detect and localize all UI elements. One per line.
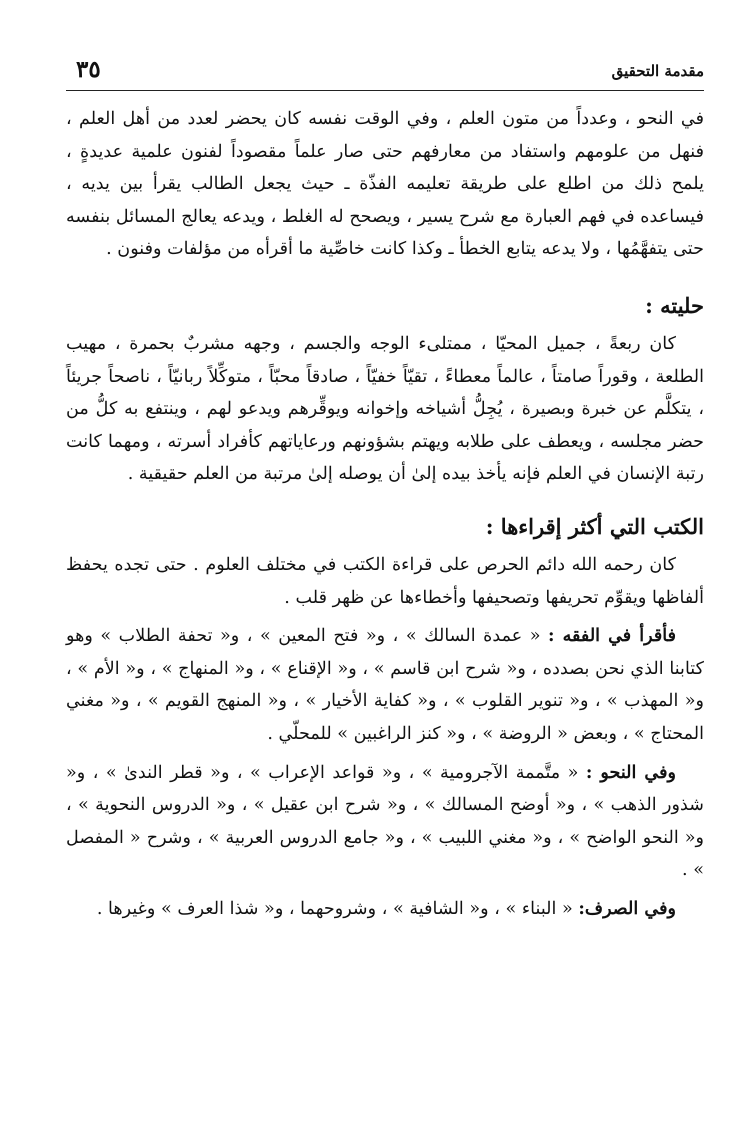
page-number: ٣٥ — [76, 56, 101, 83]
running-header — [66, 54, 704, 91]
sarf-lead: وفي الصرف: — [578, 897, 676, 919]
fiqh-paragraph — [66, 620, 704, 750]
sarf-paragraph — [66, 893, 704, 926]
fiqh-lead: فأقرأ في الفقه : — [548, 625, 676, 647]
nahw-books-list: « متَّممة الآجرومية » ، و« قواعد الإعراب » ، و« قطر الندىٰ » ، و« شذور الذهب » ، و« أوضح المسالك » ، و« شرح ابن عقيل » ، و« الدروس النحوية » ، و« النحو الواضح » ، و« مغني اللبيب » ، و« جامع الدروس العربية » ، وشرح « المفصل » . — [66, 762, 704, 881]
fiqh-books-list: « عمدة السالك » ، و« فتح المعين » ، و« تحفة الطلاب » وهو كتابنا الذي نحن بصدده ، و« شرح ابن قاسم » ، و« الإقناع » ، و« المنهاج » ، و« الأم » ، و« المهذب » ، و« تنوير القلوب » ، و« كفاية الأخيار » ، و« المنهج القويم » ، و« مغني المحتاج » ، وبعض « الروضة » ، و« كنز الراغبين » للمحلّي . — [66, 626, 704, 744]
book-page — [66, 54, 704, 1094]
appearance-paragraph: كان ربعةً ، جميل المحيّا ، ممتلىء الوجه والجسم ، وجهه مشربٌ بحمرة ، مهيب الطلعة ، وقوراً صامتاً ، عالماً معطاءً ، تقيّاً خفيّاً ، صادقاً محبّاً ، متوكِّلاً ربانيّاً ، ناصحاً جريئاً ، يتكلَّم عن خبرة وبصيرة ، يُجِلُّ أشياخه وإخوانه ويوقِّرهم ويدعو لهم ، وينتفع به كلُّ من حضر مجلسه ، ويعطف على طلابه ويهتم بشؤونهم ورعاياتهم كأفراد أسرته ، ومهما كانت رتبة الإنسان في العلم فإنه يأخذ بيده إلىٰ أن يوصله إلىٰ مرتبة من العلم حقيقية . — [66, 333, 704, 485]
section-heading-appearance: حليته : — [645, 292, 704, 318]
intro-paragraph: في النحو ، وعدداً من متون العلم ، وفي الوقت نفسه كان يحضر لعدد من أهل العلم ، فنهل من علومهم واستفاد من معارفهم حتى صار علماً مقصوداً لفنون علمية عديدةٍ ، يلمح ذلك من اطلع على طريقة تعليمه الفذّة ـ حيث يجعل الطالب يقرأ بين يديه ، فيساعده في فهم العبارة مع شرح يسير ، ويصحح له الغلط ، ويدعه يعالج المسائل بنفسه حتى يتفهَّمُها ، ولا يدعه يتابع الخطأ ـ وكذا كانت خاصِّية ما أقرأه من مؤلفات وفنون . — [66, 109, 704, 260]
section-heading-books: الكتب التي أكثر إقراءها : — [485, 513, 704, 539]
nahw-paragraph — [66, 757, 704, 887]
running-title: مقدمة التحقيق — [611, 62, 704, 80]
books-intro-paragraph: كان رحمه الله دائم الحرص على قراءة الكتب في مختلف العلوم . حتى تجده يحفظ ألفاظها ويقوِّم تحريفها وتصحيفها وأخطاءها عن ظهر قلب . — [66, 554, 704, 608]
sarf-books-list: « البناء » ، و« الشافية » ، وشروحهما ، و« شذا العرف » وغيرها . — [96, 898, 579, 919]
nahw-lead: وفي النحو : — [585, 761, 676, 783]
